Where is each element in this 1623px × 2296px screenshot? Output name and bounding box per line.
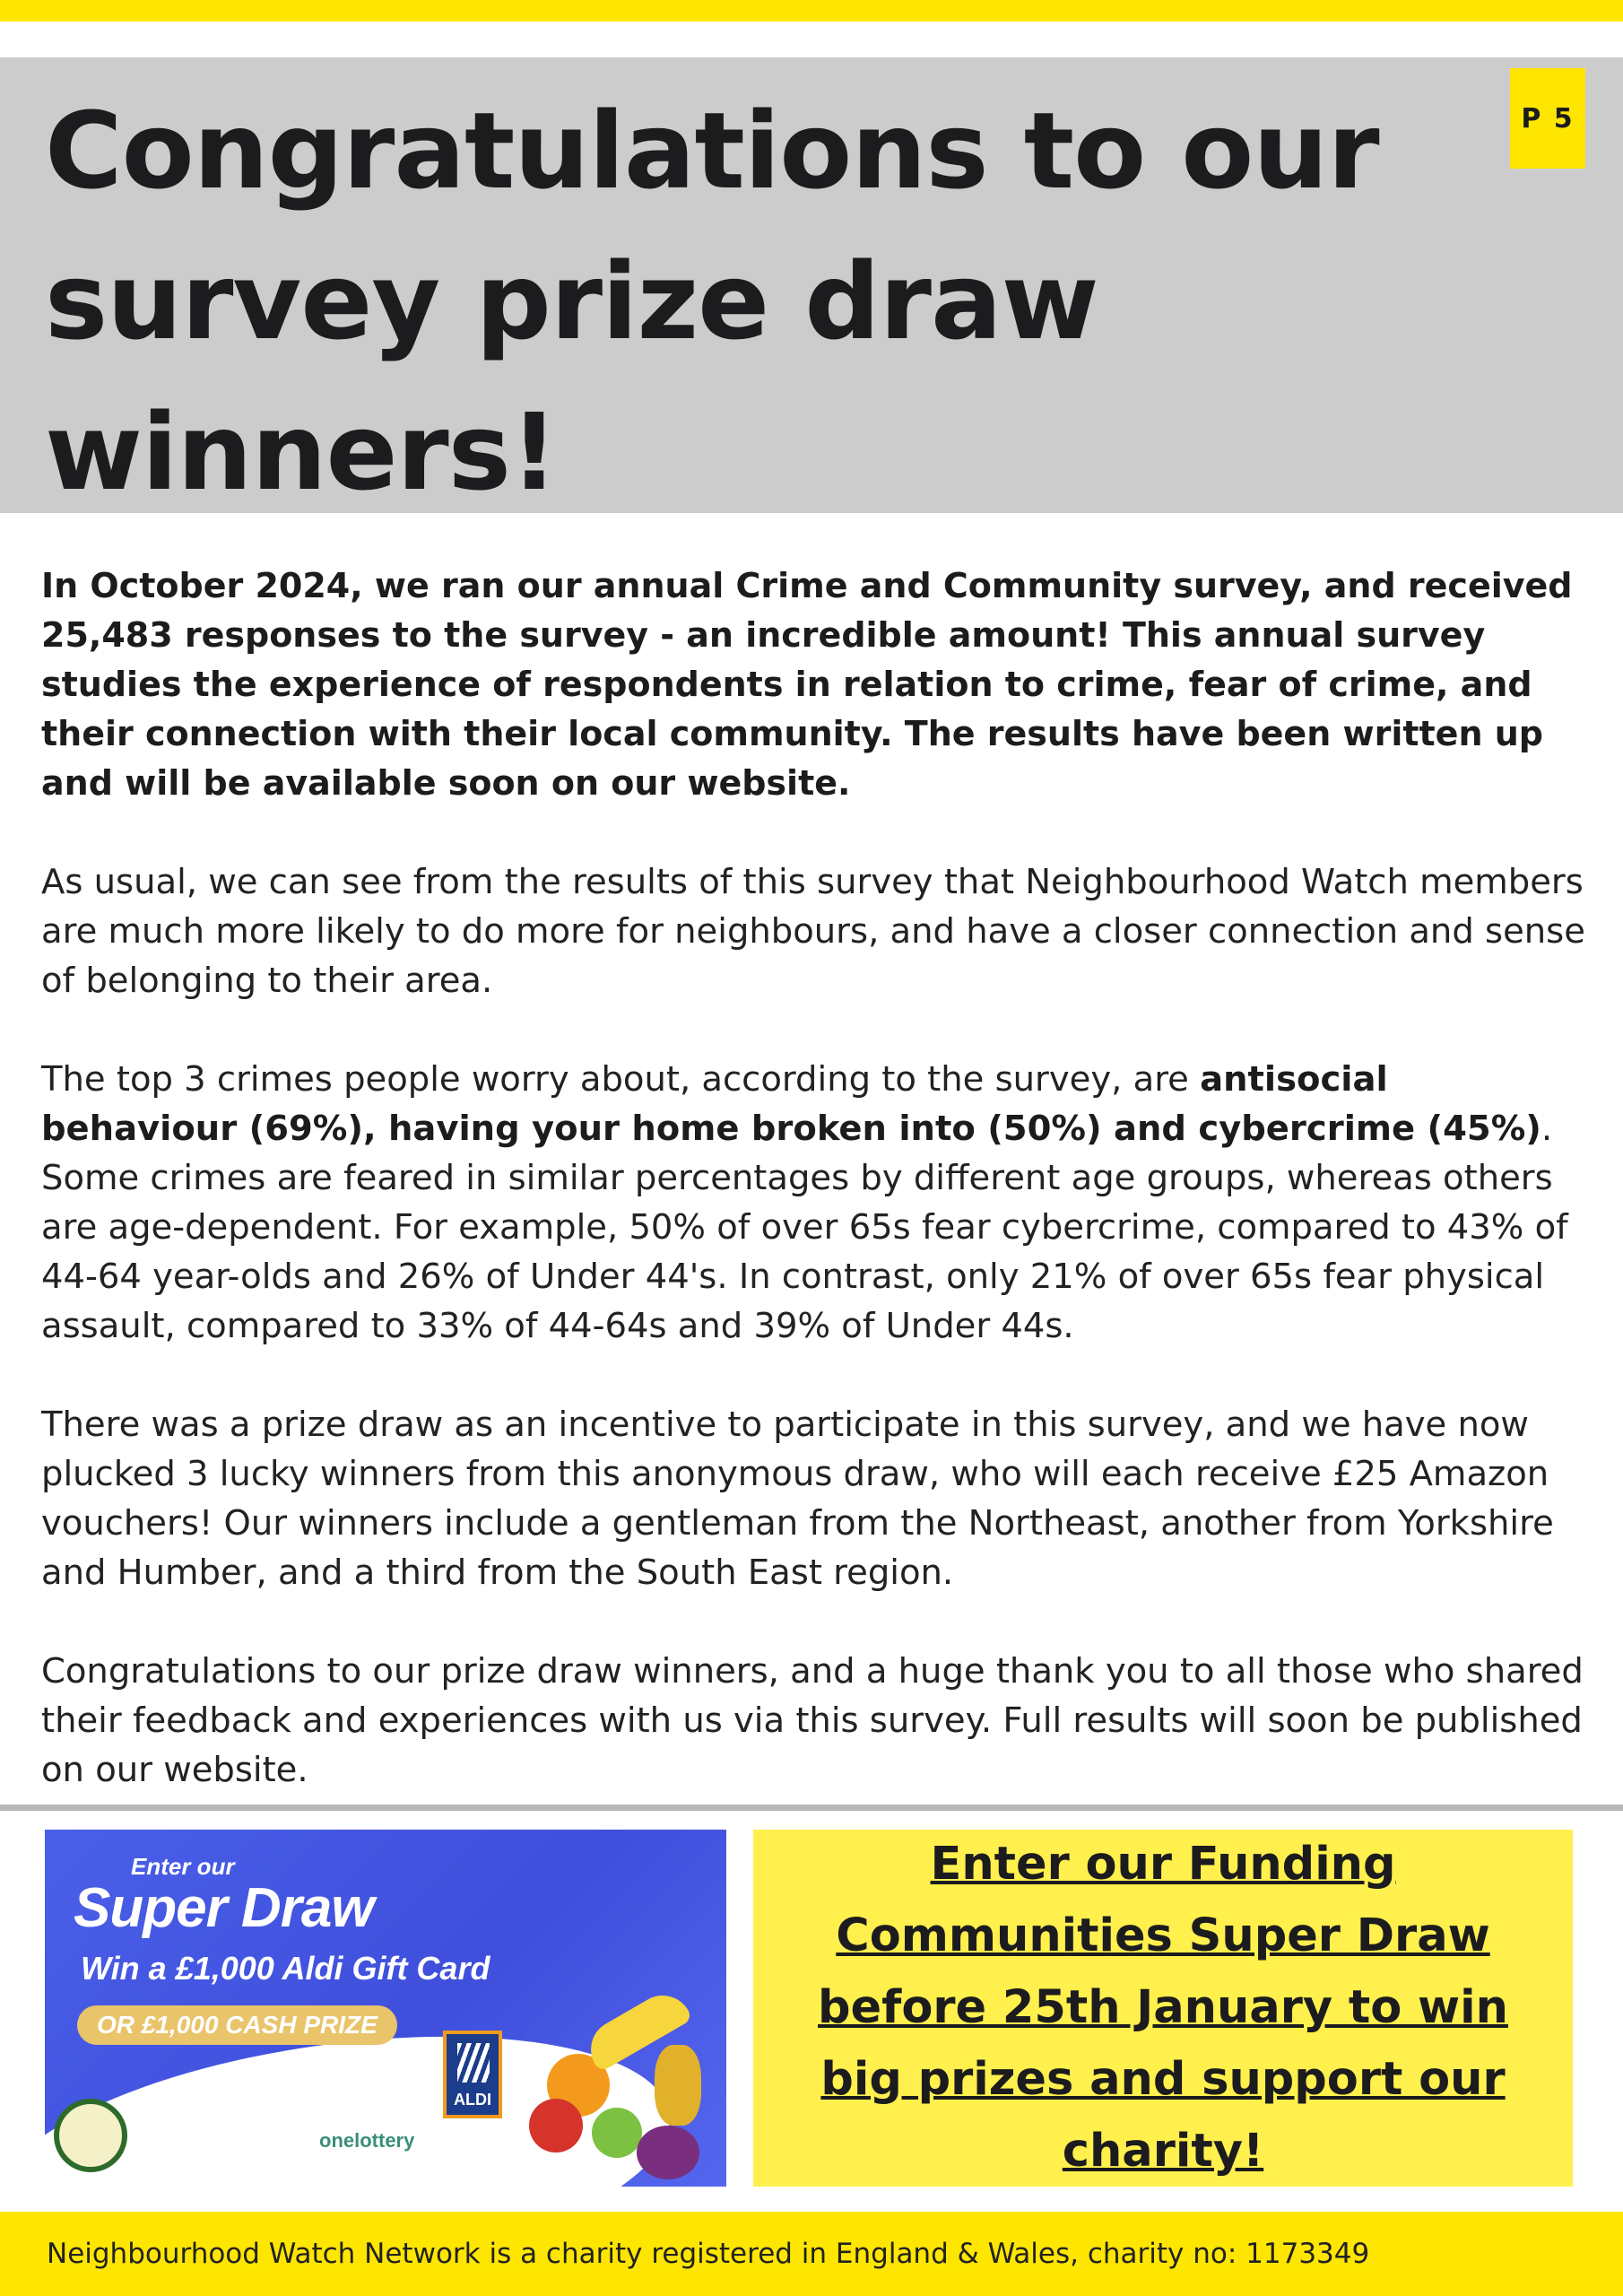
page-number-badge: P 5 [1510,68,1585,169]
aldi-logo [443,2031,502,2118]
neighbourhood-watch-seal-icon [54,2099,127,2172]
aldi-stripes-icon [457,2043,490,2083]
crimes-highlight-text: antisocial behaviour (69%), having your home broken into (50%) and cybercrime (45%) [41,1059,1541,1149]
footer-bar [0,2212,1623,2296]
super-draw-banner[interactable] [45,1830,726,2187]
paragraph-thanks: Congratulations to our prize draw winners, and a huge thank you to all those who shared their feedback and experiences with us via this survey. Full results will soon be published on our website. [41,1651,1584,1790]
top-accent-bar [0,0,1623,22]
crimes-detail-text: . Some crimes are feared in similar percentages by different age groups, whereas others are age-dependent. For example, 50% of over 65s fear cybercrime, compared to 43% of 44-64 year-olds and 26% of Under 44's. In contrast, only 21% of over 65s fear physical assault, compared to 33% of 44-64s and 39% of Under 44s. [41,1109,1568,1346]
aldi-logo-text: ALDI [454,2091,491,2109]
section-divider [0,1805,1623,1811]
page-title: Congratulations to our survey prize draw winners! [45,89,1379,514]
super-draw-callout[interactable] [753,1830,1573,2187]
banner-cash-pill: OR £1,000 CASH PRIZE [77,2005,397,2045]
paragraph-members: As usual, we can see from the results of this survey that Neighbourhood Watch members are much more likely to do more for neighbours, and have a closer connection and sense of belonging to their area. [41,862,1585,1001]
banner-super-draw-text: Super Draw [74,1877,374,1939]
banner-enter-text: Enter our [131,1853,235,1880]
paragraph-crimes [41,1055,1593,1351]
paragraph-prize-draw: There was a prize draw as an incentive to participate in this survey, and we have now plucked 3 lucky winners from this anonymous draw, who will each receive £25 Amazon vouchers! Our winners include a gentleman from the Northeast, another from Yorkshire and Humber, and a third from the South East region. [41,1405,1554,1593]
charity-registration-text: Neighbourhood Watch Network is a charity registered in England & Wales, charity no: 1173349 [47,2238,1370,2270]
fruit-pineapple-icon [655,2045,701,2126]
fruit-lime-icon [592,2108,642,2158]
fruit-grapes-icon [637,2126,699,2179]
crimes-intro-text: The top 3 crimes people worry about, according to the survey, are [41,1059,1201,1100]
fruit-apple-icon [529,2099,583,2152]
onelottery-logo: onelottery [319,2129,415,2152]
super-draw-link[interactable]: Enter our Funding Communities Super Draw before 25th January to win big prizes and support our charity! [818,1838,1508,2178]
lead-paragraph: In October 2024, we ran our annual Crime and Community survey, and received 25,483 responses to the survey - an incredible amount! This annual survey studies the experience of respondents in relation to crime, fear of crime, and their connection with their local community. The results have been written up and will be available soon on our website. [41,566,1573,803]
banner-win-text: Win a £1,000 Aldi Gift Card [81,1950,490,1987]
article-body [41,561,1593,1844]
